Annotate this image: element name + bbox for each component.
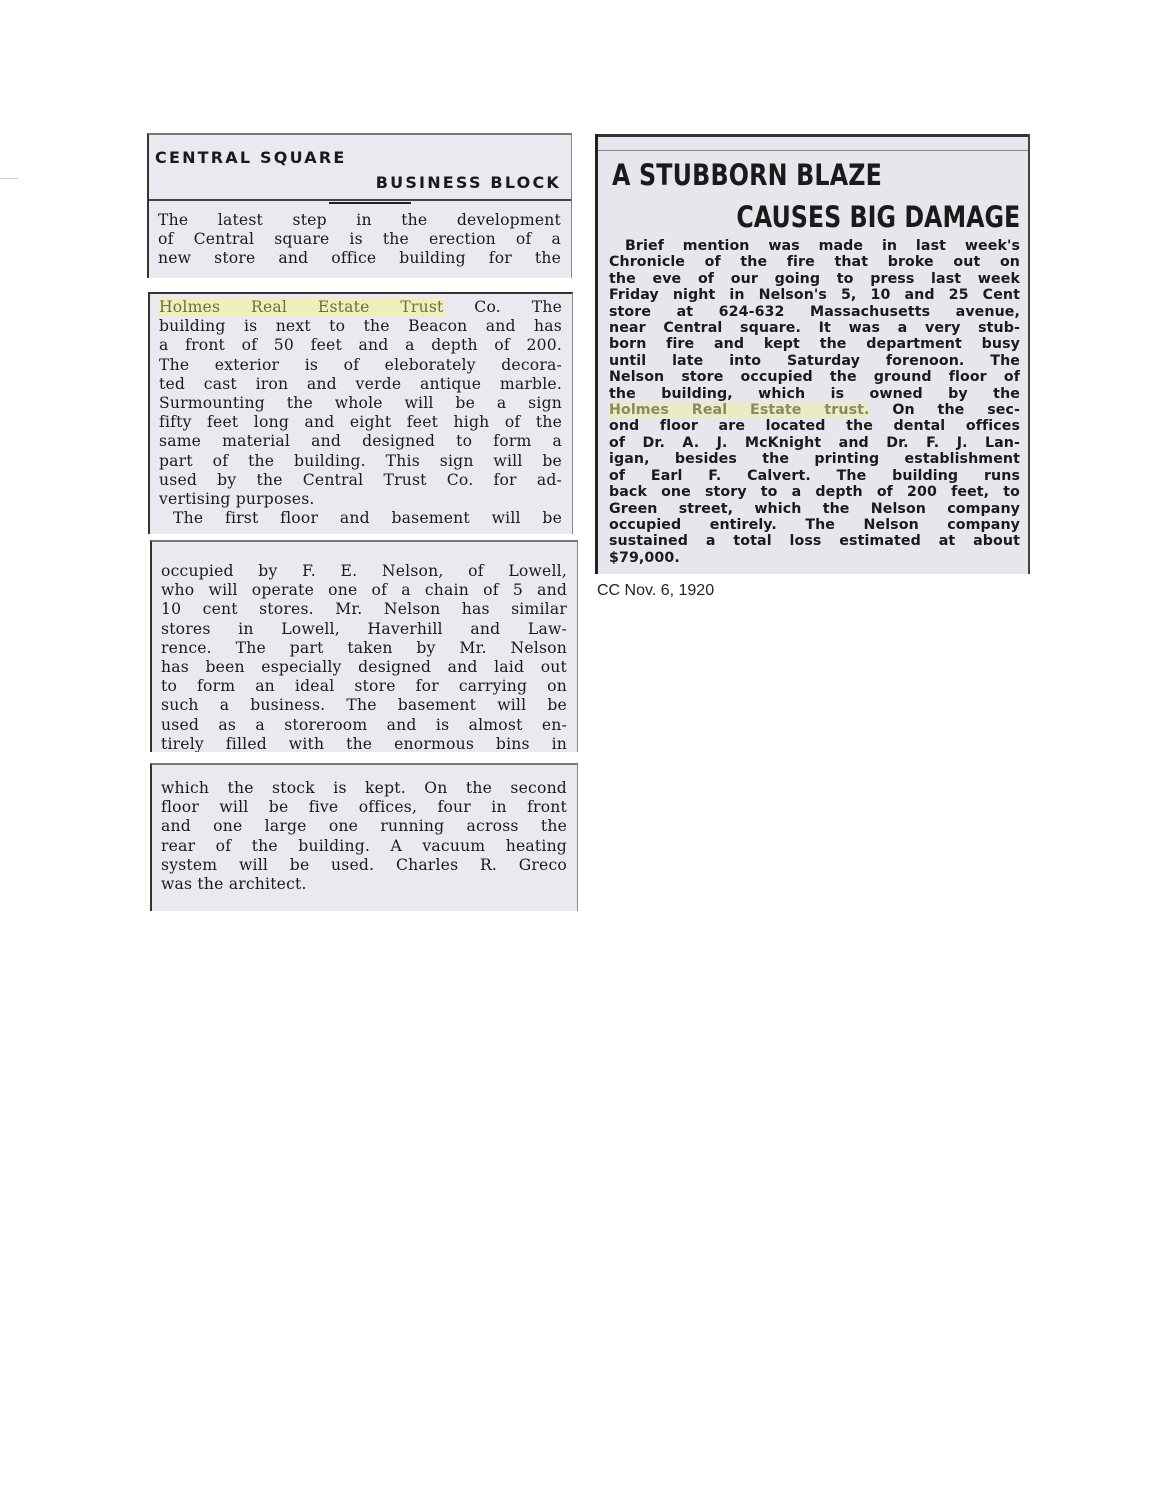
text-run: Co. The — [443, 298, 562, 316]
text-line: part of the building. This sign will be — [159, 451, 562, 470]
text-line: who will operate one of a chain of 5 and — [161, 581, 567, 600]
text-line: stores in Lowell, Haverhill and Law- — [161, 619, 567, 638]
text-line: fifty feet long and eight feet high of the — [159, 413, 562, 432]
text-line: near Central square. It was a very stub- — [609, 320, 1020, 337]
article-text — [161, 779, 567, 894]
clipping-caption: CC Nov. 6, 1920 — [597, 582, 715, 599]
text-line: floor will be five offices, four in front — [161, 798, 567, 817]
text-line: 10 cent stores. Mr. Nelson has similar — [161, 600, 567, 619]
text-line: occupied by F. E. Nelson, of Lowell, — [161, 562, 567, 580]
text-line: used by the Central Trust Co. for ad- — [159, 470, 562, 489]
clipping-nelson-store — [150, 540, 578, 752]
headline-line-1: A STUBBORN BLAZE — [612, 158, 883, 192]
top-rule-thin — [598, 150, 1028, 151]
text-line: Chronicle of the fire that broke out on — [609, 254, 1020, 271]
highlighted-text: Holmes Real Estate trust. — [609, 402, 870, 419]
text-line: to form an ideal store for carrying on — [161, 677, 567, 696]
text-line: a front of 50 feet and a depth of 200. — [159, 336, 562, 355]
clipping-building-description — [148, 292, 573, 534]
text-line: Nelson store occupied the ground floor of — [609, 369, 1020, 386]
text-line: The first floor and basement will be — [173, 509, 562, 528]
text-run: On the sec- — [869, 402, 1020, 419]
text-line: building is next to the Beacon and has — [159, 317, 562, 336]
text-line: used as a storeroom and is almost en- — [161, 715, 567, 734]
text-line: The exterior is of eleborately decora- — [159, 355, 562, 374]
text-line: new store and office building for the — [158, 249, 561, 268]
text-line — [159, 298, 562, 317]
text-line: vertising purposes. — [159, 490, 315, 509]
text-line: tirely filled with the enormous bins in — [161, 734, 567, 752]
text-line: the building, which is owned by the — [609, 385, 1020, 402]
article-text — [161, 562, 567, 752]
text-line: ted cast iron and verde antique marble. — [159, 374, 562, 393]
text-line: rence. The part taken by Mr. Nelson — [161, 638, 567, 657]
clipping-central-square-headline — [147, 133, 572, 278]
text-line: same material and designed to form a — [159, 432, 562, 451]
article-text — [609, 238, 1020, 566]
text-line: sustained a total loss estimated at about — [609, 533, 1020, 550]
text-line: such a business. The basement will be — [161, 696, 567, 715]
text-line: was the architect. — [161, 875, 307, 894]
text-line: of Central square is the erection of a — [158, 230, 561, 249]
text-line: born fire and kept the department busy — [609, 336, 1020, 353]
text-line: igan, besides the printing establishment — [609, 451, 1020, 468]
text-line — [609, 402, 1020, 418]
text-line: the eve of our going to press last week — [609, 270, 1020, 287]
headline-rule — [149, 199, 571, 201]
text-line: occupied entirely. The Nelson company — [609, 516, 1020, 533]
text-line: store at 624-632 Massachusetts avenue, — [609, 303, 1020, 320]
text-line: of Earl F. Calvert. The building runs — [609, 467, 1020, 484]
text-line: Surmounting the whole will be a sign — [159, 394, 562, 413]
text-line: has been especially designed and laid out — [161, 658, 567, 677]
article-text — [158, 211, 561, 269]
text-line: ond floor are located the dental offices — [609, 418, 1020, 435]
top-rule — [598, 134, 1028, 137]
headline-line-1: CENTRAL SQUARE — [155, 148, 347, 167]
text-line: The latest step in the development — [158, 211, 561, 229]
headline-line-2: CAUSES BIG DAMAGE — [736, 200, 1020, 234]
text-line: Green street, which the Nelson company — [609, 500, 1020, 517]
clipping-stubborn-blaze — [595, 134, 1030, 574]
text-line: which the stock is kept. On the second — [161, 779, 567, 797]
headline-line-2: BUSINESS BLOCK — [375, 173, 561, 192]
article-text — [159, 298, 562, 528]
text-line: of Dr. A. J. McKnight and Dr. F. J. Lan- — [609, 434, 1020, 451]
text-line: Friday night in Nelson's 5, 10 and 25 Cent — [609, 287, 1020, 304]
text-line: and one large one running across the — [161, 817, 567, 836]
highlighted-text: Holmes Real Estate Trust — [159, 298, 444, 316]
clipping-offices-architect — [150, 763, 578, 911]
scan-edge-mark — [0, 178, 18, 179]
text-line: $79,000. — [609, 549, 680, 566]
text-line: system will be used. Charles R. Greco — [161, 855, 567, 874]
text-line: rear of the building. A vacuum heating — [161, 836, 567, 855]
text-line: back one story to a depth of 200 feet, to — [609, 484, 1020, 501]
text-line: until late into Saturday forenoon. The — [609, 352, 1020, 369]
text-line: Brief mention was made in last week's — [625, 238, 1020, 254]
headline-short-rule — [329, 202, 411, 204]
